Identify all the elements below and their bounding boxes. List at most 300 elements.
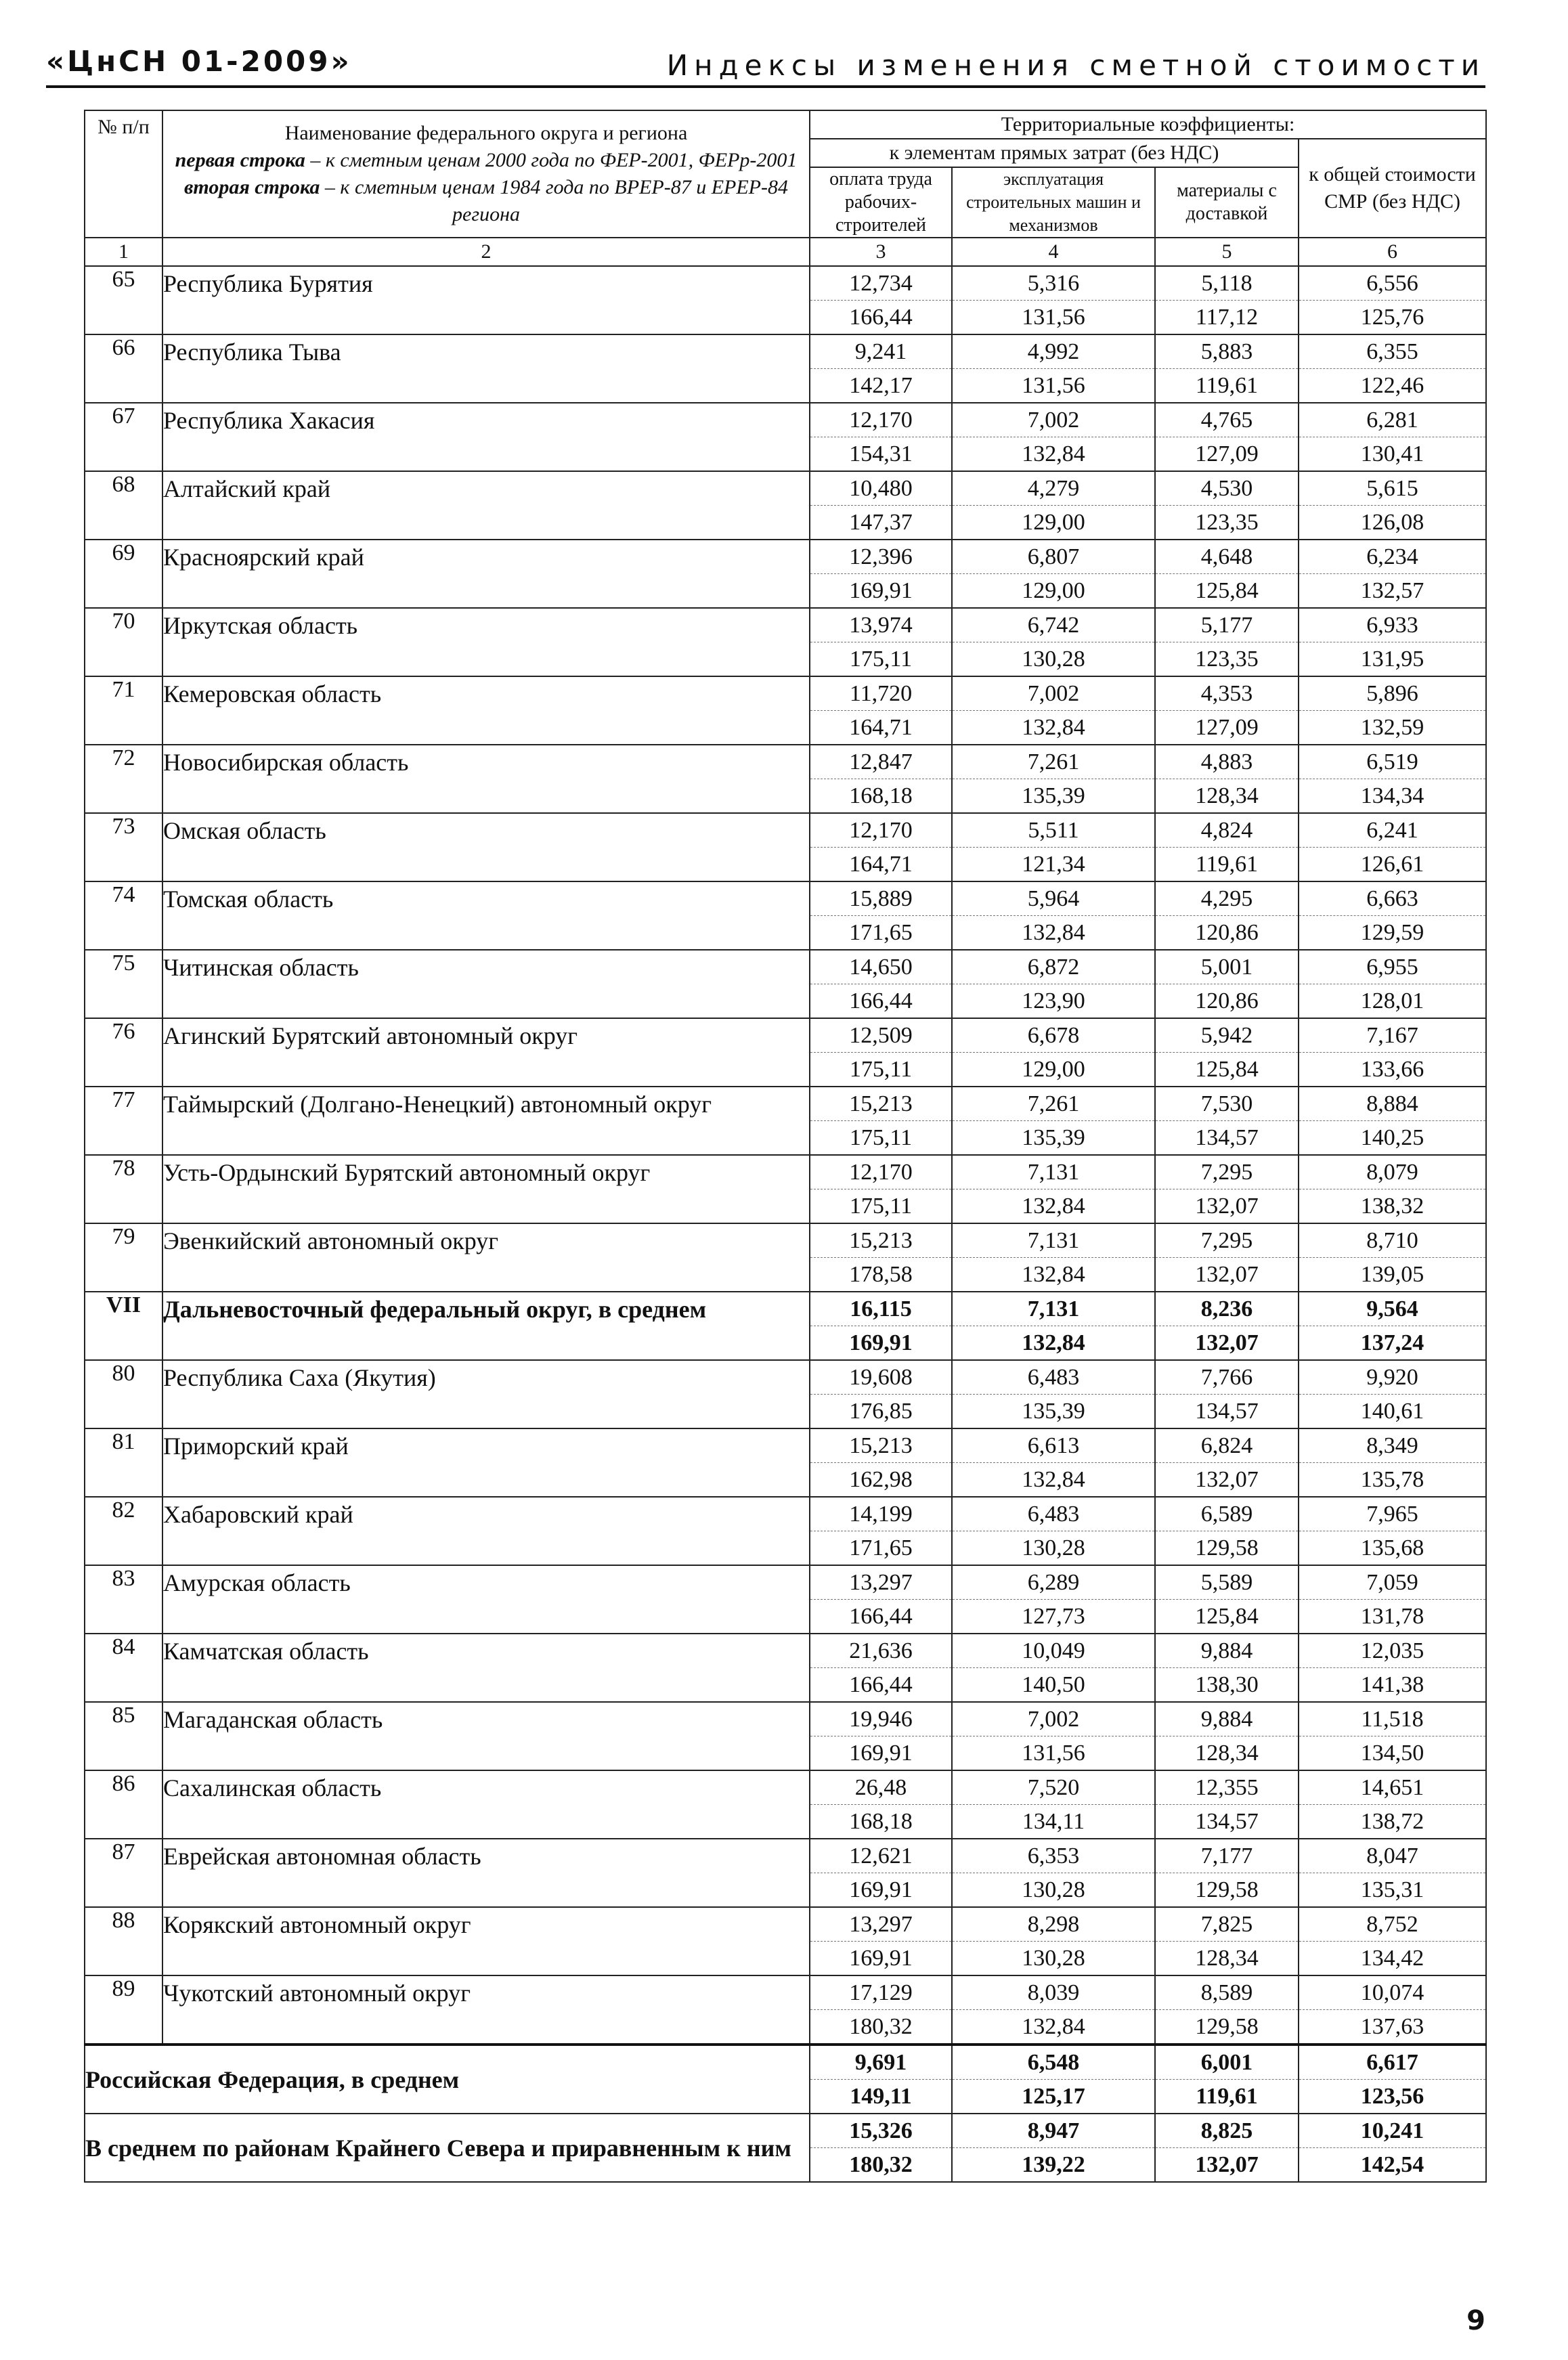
region-name: Томская область [162,881,810,950]
coef-2000: 10,480 [810,471,952,506]
coef-2000: 12,621 [810,1839,952,1873]
row-number: 80 [85,1360,162,1428]
coef-1984: 129,58 [1155,1531,1299,1566]
table-row [85,540,1486,574]
coef-1984: 132,59 [1299,711,1486,745]
region-name: Хабаровский край [162,1497,810,1565]
table-row [85,403,1486,437]
coef-1984: 175,11 [810,1189,952,1224]
region-name: Амурская область [162,1565,810,1634]
coef-2000: 8,589 [1155,1975,1299,2010]
col-number: 3 [810,238,952,266]
table-row [85,1702,1486,1736]
table-row [85,1975,1486,2010]
coef-1984: 128,34 [1155,779,1299,814]
coef-2000: 6,483 [952,1360,1155,1395]
coef-1984: 134,57 [1155,1395,1299,1429]
coef-2000: 7,261 [952,1087,1155,1121]
coef-2000: 4,883 [1155,745,1299,779]
col-header-total-cost: к общей стоимости СМР (без НДС) [1299,139,1486,238]
region-name: Эвенкийский автономный округ [162,1223,810,1292]
coef-1984: 142,17 [810,369,952,403]
coef-1984: 120,86 [1155,984,1299,1019]
table-row [85,471,1486,506]
table-row [85,1223,1486,1258]
coef-1984: 169,91 [810,1736,952,1771]
coef-1984: 131,95 [1299,642,1486,677]
coef-2000: 6,355 [1299,334,1486,369]
coef-2000: 6,519 [1299,745,1486,779]
row-number: 65 [85,266,162,334]
coef-1984: 140,25 [1299,1121,1486,1156]
coef-1984: 176,85 [810,1395,952,1429]
coef-1984: 123,35 [1155,506,1299,540]
table-row [85,1087,1486,1121]
coef-2000: 5,964 [952,881,1155,916]
col-number: 4 [952,238,1155,266]
total-coef-2000: 15,326 [810,2114,952,2148]
table-row [85,676,1486,711]
coef-2000: 4,648 [1155,540,1299,574]
table-row [85,266,1486,301]
coef-2000: 12,847 [810,745,952,779]
coef-2000: 7,059 [1299,1565,1486,1600]
row-number: 86 [85,1770,162,1839]
coef-1984: 135,39 [952,779,1155,814]
coef-2000: 12,355 [1155,1770,1299,1805]
coef-1984: 119,61 [1155,848,1299,882]
region-name: Усть-Ордынский Бурятский автономный округ [162,1155,810,1223]
coef-2000: 7,520 [952,1770,1155,1805]
coef-1984: 127,73 [952,1600,1155,1634]
row-number: VII [85,1292,162,1360]
coef-2000: 7,002 [952,676,1155,711]
coef-1984: 132,07 [1155,1258,1299,1292]
coef-1984: 125,76 [1299,301,1486,335]
coef-2000: 7,131 [952,1223,1155,1258]
coef-1984: 138,30 [1155,1668,1299,1703]
coef-1984: 135,39 [952,1121,1155,1156]
coef-1984: 132,84 [952,1326,1155,1361]
coef-2000: 7,766 [1155,1360,1299,1395]
coef-2000: 13,974 [810,608,952,642]
coefficients-table [84,110,1487,2183]
coef-1984: 169,91 [810,1873,952,1908]
table-row [85,1155,1486,1189]
coef-1984: 126,08 [1299,506,1486,540]
total-name: Российская Федерация, в среднем [85,2045,810,2114]
table-row [85,1497,1486,1531]
coef-1984: 130,28 [952,1531,1155,1566]
coef-1984: 169,91 [810,574,952,609]
row-number: 81 [85,1428,162,1497]
coef-1984: 125,84 [1155,1053,1299,1087]
second-row-note: – к сметным ценам 1984 года по ВРЕР-87 и ЕРЕР-84 региона [320,176,788,225]
coef-1984: 121,34 [952,848,1155,882]
coef-2000: 6,872 [952,950,1155,984]
total-coef-1984: 132,07 [1155,2148,1299,2183]
coef-2000: 5,177 [1155,608,1299,642]
region-name: Красноярский край [162,540,810,608]
coef-2000: 17,129 [810,1975,952,2010]
table-row [85,1907,1486,1942]
region-name: Республика Хакасия [162,403,810,471]
coef-1984: 141,38 [1299,1668,1486,1703]
total-coef-2000: 10,241 [1299,2114,1486,2148]
row-number: 82 [85,1497,162,1565]
coef-1984: 129,58 [1155,2010,1299,2045]
row-number: 69 [85,540,162,608]
document-section-title: Индексы изменения сметной стоимости [666,49,1485,82]
coef-1984: 132,84 [952,437,1155,472]
coef-2000: 5,001 [1155,950,1299,984]
coef-1984: 135,68 [1299,1531,1486,1566]
row-number: 70 [85,608,162,676]
coef-1984: 132,57 [1299,574,1486,609]
col-header-name [162,110,810,238]
region-name: Таймырский (Долгано-Ненецкий) автономный округ [162,1087,810,1155]
coef-1984: 125,84 [1155,574,1299,609]
first-row-note: – к сметным ценам 2000 года по ФЕР-2001, ФЕРр-2001 [305,149,798,171]
total-coef-1984: 149,11 [810,2080,952,2114]
row-number: 87 [85,1839,162,1907]
table-row [85,881,1486,916]
coef-1984: 175,11 [810,642,952,677]
region-name: Республика Тыва [162,334,810,403]
coef-2000: 13,297 [810,1565,952,1600]
second-row-label: вторая строка [184,176,320,198]
coef-2000: 4,530 [1155,471,1299,506]
coef-2000: 8,079 [1299,1155,1486,1189]
coef-2000: 7,530 [1155,1087,1299,1121]
coef-2000: 5,589 [1155,1565,1299,1600]
coef-2000: 12,734 [810,266,952,301]
coef-2000: 6,955 [1299,950,1486,984]
region-name: Алтайский край [162,471,810,540]
coef-1984: 128,34 [1155,1942,1299,1976]
coef-1984: 175,11 [810,1053,952,1087]
coef-2000: 9,884 [1155,1702,1299,1736]
coef-1984: 178,58 [810,1258,952,1292]
coef-1984: 126,61 [1299,848,1486,882]
region-name: Еврейская автономная область [162,1839,810,1907]
coef-1984: 119,61 [1155,369,1299,403]
coef-1984: 134,57 [1155,1805,1299,1839]
coef-1984: 134,34 [1299,779,1486,814]
col-header-name-title: Наименование федерального округа и региона [284,122,688,144]
coef-2000: 9,564 [1299,1292,1486,1326]
coef-1984: 134,50 [1299,1736,1486,1771]
coef-2000: 7,002 [952,1702,1155,1736]
region-name: Республика Саха (Якутия) [162,1360,810,1428]
coef-2000: 8,047 [1299,1839,1486,1873]
coef-2000: 5,316 [952,266,1155,301]
row-number: 88 [85,1907,162,1975]
row-number: 84 [85,1634,162,1702]
region-name: Кемеровская область [162,676,810,745]
coef-1984: 147,37 [810,506,952,540]
coef-2000: 8,236 [1155,1292,1299,1326]
coef-1984: 135,31 [1299,1873,1486,1908]
coef-2000: 6,556 [1299,266,1486,301]
col-number: 6 [1299,238,1486,266]
coef-2000: 5,118 [1155,266,1299,301]
page-number: 9 [1466,2305,1485,2336]
coef-1984: 128,01 [1299,984,1486,1019]
total-row [85,2045,1486,2080]
table-row [85,334,1486,369]
coef-1984: 132,84 [952,1189,1155,1224]
col-number: 2 [162,238,810,266]
coef-1984: 117,12 [1155,301,1299,335]
region-name: Республика Бурятия [162,266,810,334]
region-name: Корякский автономный округ [162,1907,810,1975]
coef-1984: 134,57 [1155,1121,1299,1156]
coef-2000: 6,234 [1299,540,1486,574]
coef-1984: 137,24 [1299,1326,1486,1361]
coef-2000: 4,295 [1155,881,1299,916]
coef-1984: 134,42 [1299,1942,1486,1976]
total-coef-2000: 6,001 [1155,2045,1299,2080]
table-row [85,1839,1486,1873]
row-number: 71 [85,676,162,745]
coef-2000: 7,261 [952,745,1155,779]
coef-1984: 134,11 [952,1805,1155,1839]
row-number: 89 [85,1975,162,2045]
coef-1984: 130,28 [952,1942,1155,1976]
table-row [85,1634,1486,1668]
coef-1984: 132,84 [952,1258,1155,1292]
col-header-materials: материалы с доставкой [1155,167,1299,238]
header-rule [46,85,1485,88]
region-name: Камчатская область [162,1634,810,1702]
coef-2000: 7,131 [952,1155,1155,1189]
coef-2000: 5,896 [1299,676,1486,711]
coef-2000: 13,297 [810,1907,952,1942]
row-number: 76 [85,1018,162,1087]
coef-2000: 12,035 [1299,1634,1486,1668]
coef-2000: 6,241 [1299,813,1486,848]
total-coef-1984: 123,56 [1299,2080,1486,2114]
coef-1984: 129,58 [1155,1873,1299,1908]
coef-2000: 7,167 [1299,1018,1486,1053]
coef-2000: 7,177 [1155,1839,1299,1873]
table-row [85,1770,1486,1805]
coef-2000: 15,889 [810,881,952,916]
row-number: 79 [85,1223,162,1292]
coef-2000: 8,884 [1299,1087,1486,1121]
total-coef-2000: 6,548 [952,2045,1155,2080]
table-row [85,1018,1486,1053]
region-name: Новосибирская область [162,745,810,813]
coef-2000: 7,295 [1155,1155,1299,1189]
table-header [85,110,1486,266]
coef-2000: 8,039 [952,1975,1155,2010]
coef-1984: 140,61 [1299,1395,1486,1429]
coef-1984: 128,34 [1155,1736,1299,1771]
total-name: В среднем по районам Крайнего Севера и приравненным к ним [85,2114,810,2182]
coef-1984: 132,84 [952,711,1155,745]
col-header-territorial: Территориальные коэффициенты: [810,110,1486,139]
coef-2000: 6,663 [1299,881,1486,916]
region-name: Омская область [162,813,810,881]
region-name: Иркутская область [162,608,810,676]
coef-2000: 4,353 [1155,676,1299,711]
table-row [85,745,1486,779]
row-number: 85 [85,1702,162,1770]
coef-1984: 123,35 [1155,642,1299,677]
coef-2000: 15,213 [810,1087,952,1121]
coef-1984: 140,50 [952,1668,1155,1703]
coef-1984: 132,07 [1155,1463,1299,1498]
row-number: 73 [85,813,162,881]
coef-2000: 12,396 [810,540,952,574]
coef-2000: 4,992 [952,334,1155,369]
coef-1984: 122,46 [1299,369,1486,403]
coef-1984: 129,59 [1299,916,1486,950]
coef-2000: 7,131 [952,1292,1155,1326]
coef-1984: 135,39 [952,1395,1155,1429]
coef-1984: 127,09 [1155,711,1299,745]
total-coef-2000: 9,691 [810,2045,952,2080]
coef-2000: 7,965 [1299,1497,1486,1531]
coef-2000: 26,48 [810,1770,952,1805]
total-coef-2000: 8,825 [1155,2114,1299,2148]
row-number: 78 [85,1155,162,1223]
table-row [85,1565,1486,1600]
coef-1984: 168,18 [810,1805,952,1839]
coef-2000: 12,170 [810,1155,952,1189]
coef-1984: 162,98 [810,1463,952,1498]
coef-2000: 12,509 [810,1018,952,1053]
coef-2000: 5,615 [1299,471,1486,506]
coef-2000: 11,518 [1299,1702,1486,1736]
coef-2000: 6,353 [952,1839,1155,1873]
coef-2000: 10,074 [1299,1975,1486,2010]
region-name: Магаданская область [162,1702,810,1770]
coef-2000: 15,213 [810,1428,952,1463]
coef-1984: 130,28 [952,642,1155,677]
document-code: «ЦнСН 01-2009» [46,45,352,78]
total-coef-1984: 180,32 [810,2148,952,2183]
coef-1984: 131,56 [952,369,1155,403]
coef-2000: 11,720 [810,676,952,711]
row-number: 75 [85,950,162,1018]
coef-2000: 6,807 [952,540,1155,574]
col-number: 5 [1155,238,1299,266]
coef-2000: 6,613 [952,1428,1155,1463]
coef-2000: 15,213 [810,1223,952,1258]
coef-1984: 132,84 [952,2010,1155,2045]
region-name: Чукотский автономный округ [162,1975,810,2045]
total-coef-2000: 8,947 [952,2114,1155,2148]
coef-1984: 131,78 [1299,1600,1486,1634]
coef-2000: 8,349 [1299,1428,1486,1463]
coef-1984: 166,44 [810,1668,952,1703]
total-coef-1984: 142,54 [1299,2148,1486,2183]
coef-2000: 7,002 [952,403,1155,437]
coef-2000: 12,170 [810,813,952,848]
coef-2000: 12,170 [810,403,952,437]
row-number: 77 [85,1087,162,1155]
coef-1984: 171,65 [810,916,952,950]
coef-1984: 164,71 [810,848,952,882]
column-numbers-row [85,238,1486,266]
coef-1984: 139,05 [1299,1258,1486,1292]
coef-2000: 14,651 [1299,1770,1486,1805]
coef-1984: 166,44 [810,984,952,1019]
region-name: Читинская область [162,950,810,1018]
coef-1984: 123,90 [952,984,1155,1019]
coef-2000: 19,608 [810,1360,952,1395]
coef-2000: 8,752 [1299,1907,1486,1942]
coef-2000: 9,920 [1299,1360,1486,1395]
row-number: 74 [85,881,162,950]
coef-1984: 132,84 [952,1463,1155,1498]
coef-1984: 132,07 [1155,1326,1299,1361]
coef-1984: 129,00 [952,506,1155,540]
coef-1984: 133,66 [1299,1053,1486,1087]
total-row [85,2114,1486,2148]
coef-2000: 6,289 [952,1565,1155,1600]
coef-2000: 6,933 [1299,608,1486,642]
table-row [85,608,1486,642]
coef-2000: 5,942 [1155,1018,1299,1053]
coef-2000: 19,946 [810,1702,952,1736]
coef-1984: 137,63 [1299,2010,1486,2045]
coef-1984: 132,07 [1155,1189,1299,1224]
col-number: 1 [85,238,162,266]
total-coef-1984: 119,61 [1155,2080,1299,2114]
coef-2000: 5,883 [1155,334,1299,369]
coef-2000: 9,884 [1155,1634,1299,1668]
coef-2000: 4,765 [1155,403,1299,437]
coef-2000: 10,049 [952,1634,1155,1668]
coef-1984: 169,91 [810,1942,952,1976]
row-number: 72 [85,745,162,813]
coef-2000: 16,115 [810,1292,952,1326]
coef-1984: 169,91 [810,1326,952,1361]
region-name: Дальневосточный федеральный округ, в среднем [162,1292,810,1360]
row-number: 68 [85,471,162,540]
col-header-labor: оплата труда рабочих-строителей [810,167,952,238]
coef-2000: 4,824 [1155,813,1299,848]
coef-2000: 6,742 [952,608,1155,642]
coef-2000: 7,825 [1155,1907,1299,1942]
coef-1984: 168,18 [810,779,952,814]
coef-2000: 6,824 [1155,1428,1299,1463]
table-row [85,1360,1486,1395]
col-header-number: № п/п [85,110,162,238]
total-coef-1984: 139,22 [952,2148,1155,2183]
coef-1984: 129,00 [952,574,1155,609]
coef-1984: 166,44 [810,1600,952,1634]
col-header-machines: эксплуатация строительных машин и механизмов [952,167,1155,238]
coef-1984: 166,44 [810,301,952,335]
coef-1984: 138,32 [1299,1189,1486,1224]
coef-1984: 130,41 [1299,437,1486,472]
row-number: 67 [85,403,162,471]
total-coef-2000: 6,617 [1299,2045,1486,2080]
first-row-label: первая строка [175,149,305,171]
coef-2000: 5,511 [952,813,1155,848]
coef-1984: 164,71 [810,711,952,745]
table-row [85,950,1486,984]
coef-1984: 154,31 [810,437,952,472]
coef-2000: 6,483 [952,1497,1155,1531]
coef-2000: 8,298 [952,1907,1155,1942]
coef-2000: 6,281 [1299,403,1486,437]
